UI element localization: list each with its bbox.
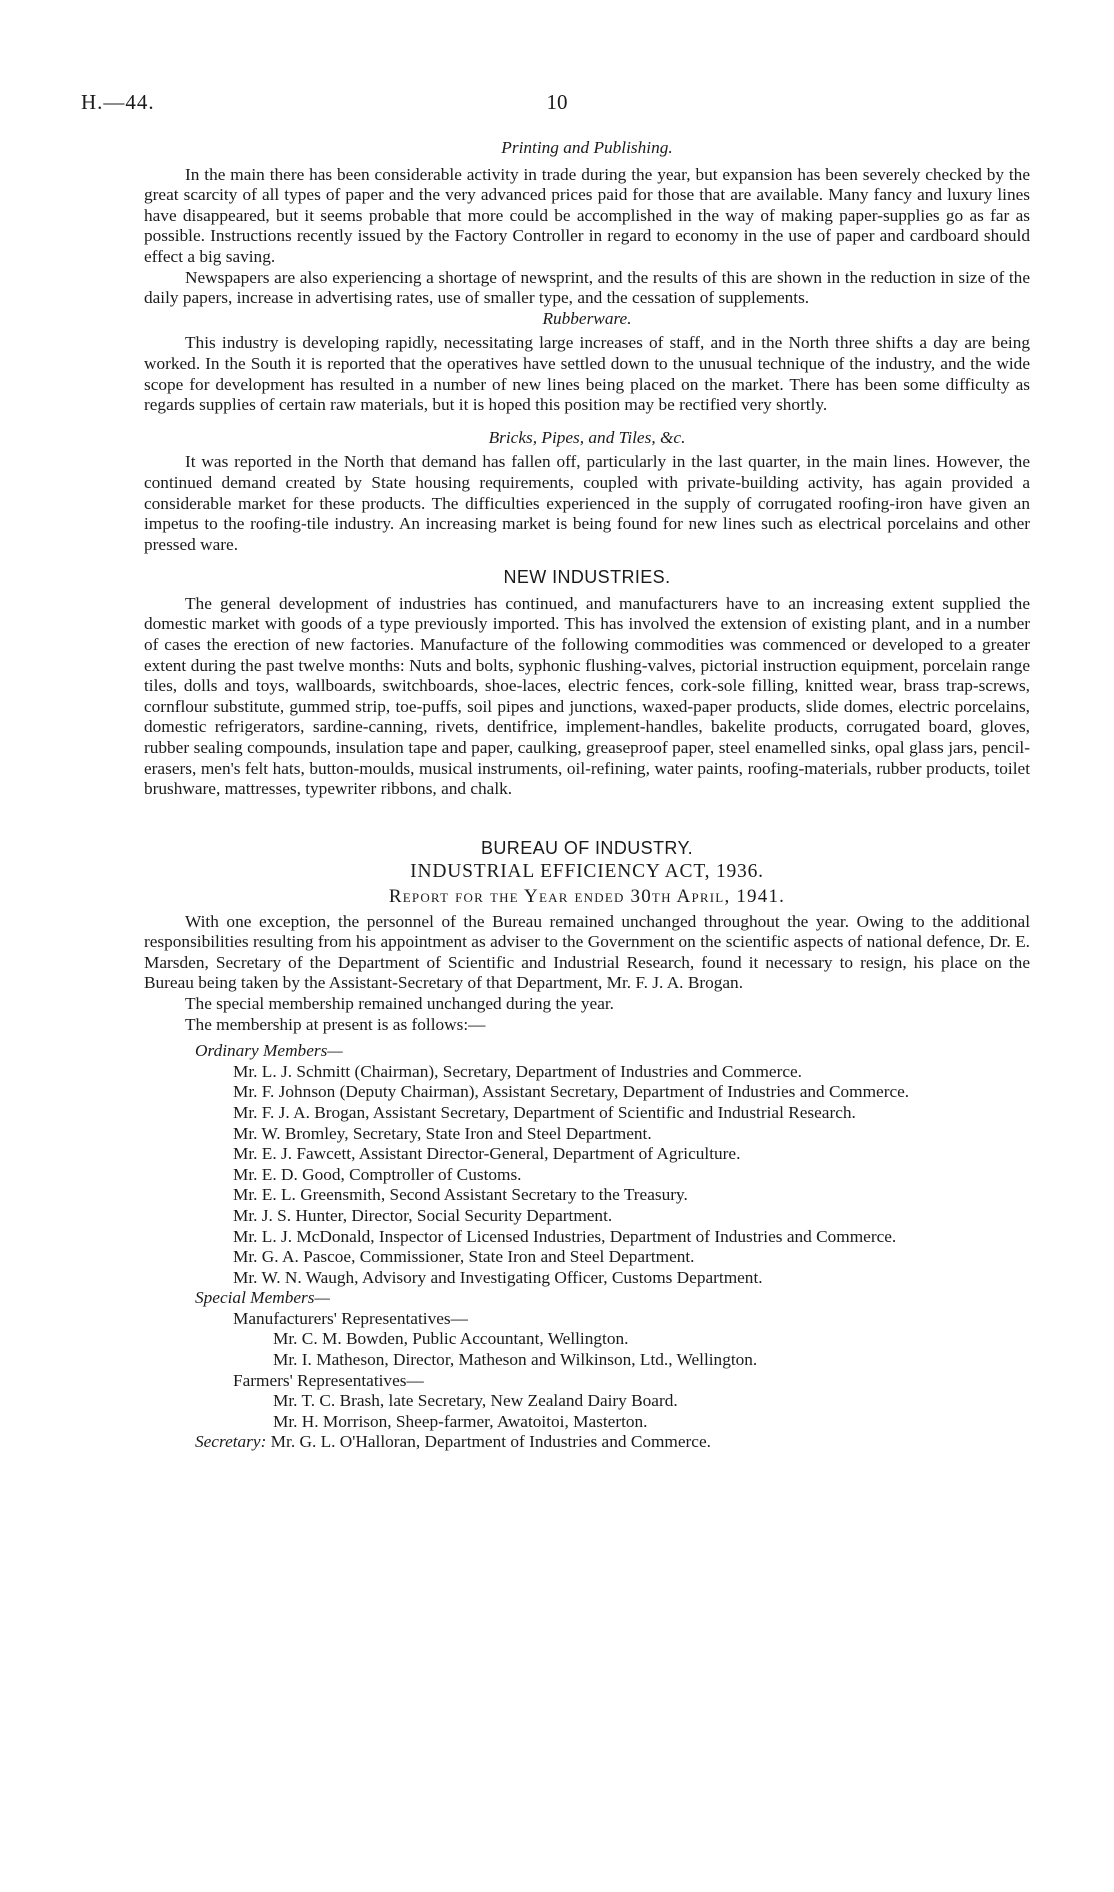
list-item: Mr. J. S. Hunter, Director, Social Security Department. — [233, 1205, 613, 1225]
list-item: Mr. L. J. Schmitt (Chairman), Secretary, Department of Industries and Commerce. — [233, 1061, 803, 1081]
heading-bureau-of-industry: BUREAU OF INDUSTRY. — [481, 837, 693, 858]
secretary-line — [195, 1432, 1030, 1453]
list-manufacturers-representatives — [144, 1329, 1030, 1370]
label-special-members: Special Members— — [195, 1288, 330, 1308]
heading-rubberware: Rubberware. — [542, 308, 632, 328]
list-item: Mr. F. J. A. Brogan, Assistant Secretary, Department of Scientific and Industrial Research. — [233, 1102, 856, 1122]
label-farmers-representatives: Farmers' Representatives— — [233, 1370, 424, 1390]
list-item: Mr. W. Bromley, Secretary, State Iron and Steel Department. — [233, 1123, 652, 1143]
section-printing-and-publishing — [144, 138, 1030, 309]
secretary-name: Mr. G. L. O'Halloran, Department of Industries and Commerce. — [270, 1432, 711, 1452]
paragraph-special-membership: The special membership remained unchanged during the year. — [185, 993, 614, 1013]
paragraph-new-industries: The general development of industries has continued, and manufacturers have to an increasing extent supplied the domestic market with goods of a type previously imported. This has involved the extension of existing plant, and in a number of cases the erection of new factories. Manufacture of the following commodities was commenced or developed to a greater extent during the past twelve months: Nuts and bolts, syphonic flushing-valves, pictorial instruction equipment, porcelain range tiles, dolls and toys, wallboards, switchboards, shoe-laces, electric fences, cork-sole filling, knitted wear, brass trap-screws, cornflour substitute, gummed strip, toe-puffs, soil pipes and junctions, waxed-paper products, slide domes, electric porcelains, domestic refrigerators, sardine-canning, rivets, dentifrice, implement-handles, bakelite products, corrugated board, gloves, rubber sealing compounds, insulation tape and paper, caulking, greaseproof paper, steel enamelled sinks, opal glass jars, pencil-erasers, men's felt hats, button-moulds, musical instruments, oil-refining, water paints, roofing-materials, rubber products, toilet brushware, mattresses, typewriter ribbons, and chalk. — [144, 593, 1030, 799]
paragraph-printing-2: Newspapers are also experiencing a shortage of newsprint, and the results of this are shown in the reduction in size of the daily papers, increase in advertising rates, use of smaller type, and the cessation of supplements. — [144, 267, 1030, 308]
list-item: Mr. I. Matheson, Director, Matheson and Wilkinson, Ltd., Wellington. — [273, 1350, 758, 1370]
section-bureau-of-industry — [144, 838, 1030, 1453]
paragraph-membership-follows: The membership at present is as follows:— — [185, 1014, 486, 1034]
list-item: Mr. G. A. Pascoe, Commissioner, State Iron and Steel Department. — [233, 1247, 695, 1267]
paragraph-printing-1: In the main there has been considerable activity in trade during the year, but expansion has been severely checked by the great scarcity of all types of paper and the very advanced prices paid for those that are available. Many fancy and luxury lines have disappeared, but it seems probable that more could be accomplished in the way of making paper-supplies go as far as possible. Instructions recently issued by the Factory Controller in regard to economy in the use of paper and cardboard should effect a big saving. — [144, 164, 1030, 266]
page-number: 10 — [546, 90, 568, 114]
heading-bricks-pipes-tiles: Bricks, Pipes, and Tiles, &c. — [488, 427, 686, 447]
list-farmers-representatives — [144, 1391, 1030, 1432]
label-secretary: Secretary: — [195, 1432, 267, 1452]
heading-report-year: Report for the Year ended 30th April, 1941. — [388, 886, 786, 907]
paragraph-bricks: It was reported in the North that demand has fallen off, particularly in the last quarter, in the main lines. However, the continued demand created by State housing requirements, coupled with private-building activity, has again provided a considerable market for these products. The difficulties experienced in the supply of corrugated roofing-iron have given an impetus to the roofing-tile industry. An increasing market is being found for new lines such as electrical porcelains and other pressed ware. — [144, 452, 1030, 554]
list-item: Mr. C. M. Bowden, Public Accountant, Wellington. — [273, 1329, 629, 1349]
list-item: Mr. F. Johnson (Deputy Chairman), Assistant Secretary, Department of Industries and Commerce. — [233, 1082, 910, 1102]
list-item: Mr. T. C. Brash, late Secretary, New Zealand Dairy Board. — [273, 1391, 678, 1411]
document-reference: H.—44. — [81, 90, 155, 114]
list-item: Mr. E. J. Fawcett, Assistant Director-General, Department of Agriculture. — [233, 1144, 741, 1164]
list-item: Mr. L. J. McDonald, Inspector of Licensed Industries, Department of Industries and Commerce. — [233, 1226, 897, 1246]
heading-industrial-efficiency-act: INDUSTRIAL EFFICIENCY ACT, 1936. — [410, 861, 764, 883]
heading-new-industries: NEW INDUSTRIES. — [503, 567, 671, 588]
list-item: Mr. E. D. Good, Comptroller of Customs. — [233, 1164, 522, 1184]
list-ordinary-members — [144, 1062, 1030, 1289]
heading-printing-and-publishing: Printing and Publishing. — [501, 138, 673, 157]
label-manufacturers-representatives: Manufacturers' Representatives— — [233, 1308, 468, 1328]
paragraph-rubberware: This industry is developing rapidly, necessitating large increases of staff, and in the North three shifts a day are being worked. In the South it is reported that the operatives have settled down to the unusual technique of the industry, and the wide scope for development has resulted in a number of new lines being placed on the market. There has been some difficulty as regards supplies of certain raw materials, but it is hoped this position may be rectified very shortly. — [144, 333, 1030, 415]
list-item: Mr. E. L. Greensmith, Second Assistant Secretary to the Treasury. — [233, 1185, 688, 1205]
list-item: Mr. W. N. Waugh, Advisory and Investigating Officer, Customs Department. — [233, 1267, 763, 1287]
section-bricks-pipes-tiles — [144, 428, 1030, 556]
section-new-industries — [144, 567, 1030, 800]
section-rubberware — [144, 309, 1030, 416]
list-item: Mr. H. Morrison, Sheep-farmer, Awatoitoi, Masterton. — [273, 1411, 648, 1431]
label-ordinary-members: Ordinary Members— — [195, 1041, 343, 1061]
paragraph-bureau-personnel: With one exception, the personnel of the Bureau remained unchanged throughout the year. Owing to the additional responsibilities resulting from his appointment as adviser to the Government on the scientific aspects of national defence, Dr. E. Marsden, Secretary of the Department of Scientific and Industrial Research, found it necessary to resign, his place on the Bureau being taken by the Assistant-Secretary of that Department, Mr. F. J. A. Brogan. — [144, 911, 1030, 993]
document-body — [144, 138, 1030, 1453]
